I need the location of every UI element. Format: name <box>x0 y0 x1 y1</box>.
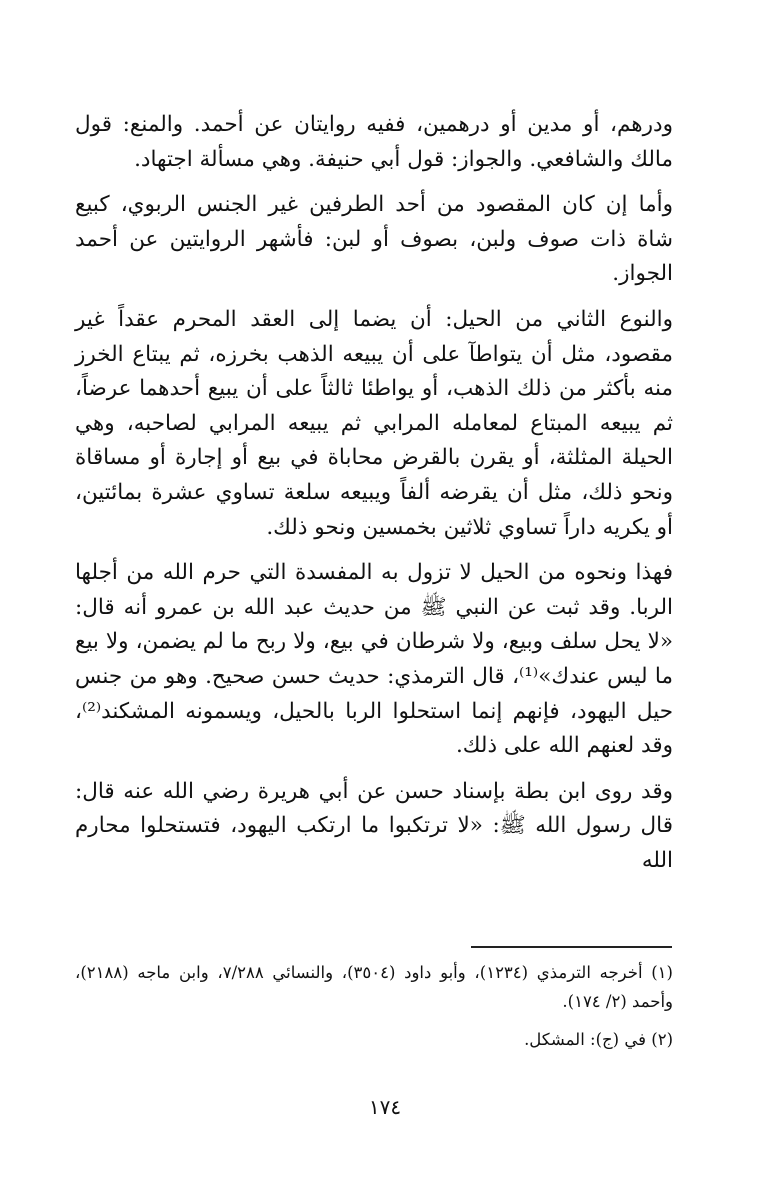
footnote: (١) أخرجه الترمذي (١٢٣٤)، وأبو داود (٣٥٠٤)، والنسائي ٧/٢٨٨، وابن ماجه (٢١٨٨)، وأحمد (٢/ ١٧٤). <box>75 963 673 1011</box>
footnote: (٢) في (ج): المشكل. <box>524 1030 673 1049</box>
paragraph: فهذا ونحوه من الحيل لا تزول به المفسدة التي حرم الله من أجلها الربا. وقد ثبت عن النبي ﷺ من حديث عبد الله بن عمرو أنه قال: «لا يحل سلف وبيع، ولا شرطان في بيع، ولا ربح ما لم يضمن، ولا بيع ما ليس عندك»⁽¹⁾، قال الترمذي: حديث حسن صحيح. وهو من جنس حيل اليهود، فإنهم إنما استحلوا الربا بالحيل، ويسمونه المشكند⁽²⁾، وقد لعنهم الله على ذلك. <box>75 560 673 759</box>
footnote-divider <box>471 946 672 948</box>
paragraph: والنوع الثاني من الحيل: أن يضما إلى العقد المحرم عقداً غير مقصود، مثل أن يتواطآ على أن يبيعه الذهب بخرزه، ثم يبتاع الخرز منه بأكثر من ذلك الذهب، أو يواطئا ثالثاً على أن يبيع أحدهما عرضاً، ثم يبيعه المبتاع لمعامله المرابي ثم يبيعه المرابي لصاحبه، وهي الحيلة المثلثة، أو يقرن بالقرض محاباة في بيع أو إجارة أو مساقاة ونحو ذلك، مثل أن يقرضه ألفاً ويبيعه سلعة تساوي عشرة بمائتين، أو يكريه داراً تساوي ثلاثين بخمسين ونحو ذلك. <box>75 306 673 540</box>
paragraph: وقد روى ابن بطة بإسناد حسن عن أبي هريرة رضي الله عنه قال: قال رسول الله ﷺ: «لا ترتكبوا ما ارتكب اليهود، فتستحلوا محارم الله <box>75 778 673 873</box>
footnotes <box>75 958 673 1063</box>
paragraph: وأما إن كان المقصود من أحد الطرفين غير الجنس الربوي، كبيع شاة ذات صوف ولبن، بصوف أو لبن: فأشهر الروايتين عن أحمد الجواز. <box>75 192 673 287</box>
paragraph: ودرهم، أو مدين أو درهمين، ففيه روايتان عن أحمد. والمنع: قول مالك والشافعي. والجواز: قول أبي حنيفة. وهي مسألة اجتهاد. <box>75 112 673 172</box>
main-text <box>75 108 673 878</box>
page-number: ١٧٤ <box>368 1095 402 1119</box>
